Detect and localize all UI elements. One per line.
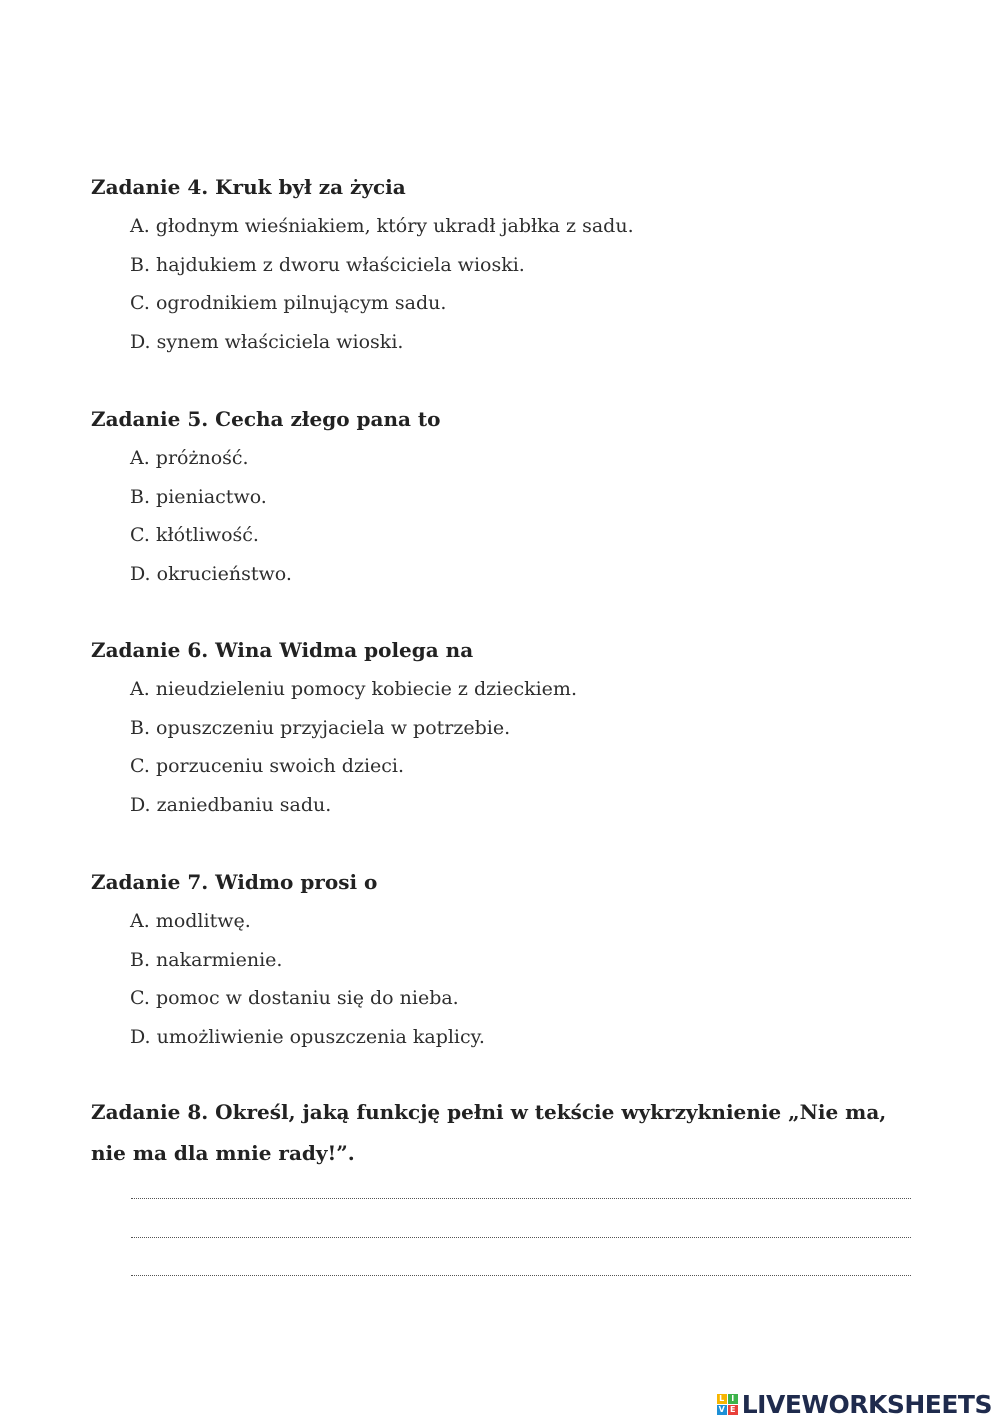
task-4-option-c[interactable]: C. ogrodnikiem pilnującym sadu. — [130, 292, 447, 314]
task-6-option-a[interactable]: A. nieudzieleniu pomocy kobiecie z dzieckiem. — [130, 678, 577, 700]
task-5-options — [91, 439, 921, 593]
task-7-options — [91, 902, 921, 1056]
task-8-answer-line-2[interactable] — [131, 1237, 911, 1238]
logo-tile-e: E — [728, 1405, 738, 1415]
task-7-option-b[interactable]: B. nakarmienie. — [130, 948, 283, 971]
task-8-title-line-1: Zadanie 8. Określ, jaką funkcję pełni w tekście wykrzyknienie „Nie ma, — [91, 1100, 887, 1124]
task-7-option-c[interactable]: C. pomoc w dostaniu się do nieba. — [130, 987, 459, 1009]
liveworksheets-logo-text: LIVEWORKSHEETS — [741, 1390, 992, 1419]
task-4-options — [91, 207, 921, 361]
task-6-option-d[interactable]: D. zaniedbaniu sadu. — [130, 793, 332, 816]
task-6 — [91, 630, 921, 824]
task-4 — [91, 167, 921, 361]
task-4-title: Zadanie 4. Kruk był za życia — [91, 175, 406, 199]
task-4-option-d[interactable]: D. synem właściciela wioski. — [130, 330, 404, 353]
task-5-option-d[interactable]: D. okrucieństwo. — [130, 562, 292, 585]
task-7-title: Zadanie 7. Widmo prosi o — [91, 870, 378, 894]
task-8-answer-line-3[interactable] — [131, 1275, 911, 1276]
task-5-option-c[interactable]: C. kłótliwość. — [130, 524, 259, 546]
logo-tile-v: V — [718, 1405, 725, 1414]
task-6-option-c[interactable]: C. porzuceniu swoich dzieci. — [130, 755, 405, 777]
liveworksheets-logo — [717, 1390, 992, 1419]
liveworksheets-logo-icon — [717, 1394, 738, 1415]
task-4-option-a[interactable]: A. głodnym wieśniakiem, który ukradł jabłka z sadu. — [130, 215, 634, 237]
task-7-option-d[interactable]: D. umożliwienie opuszczenia kaplicy. — [130, 1025, 485, 1048]
task-6-options — [91, 670, 921, 824]
task-8-title — [91, 1092, 921, 1174]
task-7-option-a[interactable]: A. modlitwę. — [130, 910, 251, 932]
task-6-option-b[interactable]: B. opuszczeniu przyjaciela w potrzebie. — [130, 716, 511, 739]
task-5-title: Zadanie 5. Cecha złego pana to — [91, 407, 441, 431]
task-5-option-a[interactable]: A. próżność. — [130, 447, 249, 469]
logo-tile-i: I — [728, 1394, 738, 1404]
task-8-answer-line-1[interactable] — [131, 1198, 911, 1199]
task-5-option-b[interactable]: B. pieniactwo. — [130, 485, 267, 508]
task-6-title: Zadanie 6. Wina Widma polega na — [91, 638, 474, 662]
task-7 — [91, 862, 921, 1056]
logo-tile-l: L — [717, 1394, 727, 1404]
task-5 — [91, 399, 921, 593]
task-8-title-line-2: nie ma dla mnie rady!”. — [91, 1141, 355, 1165]
task-8 — [91, 1092, 921, 1174]
task-4-option-b[interactable]: B. hajdukiem z dworu właściciela wioski. — [130, 253, 525, 276]
